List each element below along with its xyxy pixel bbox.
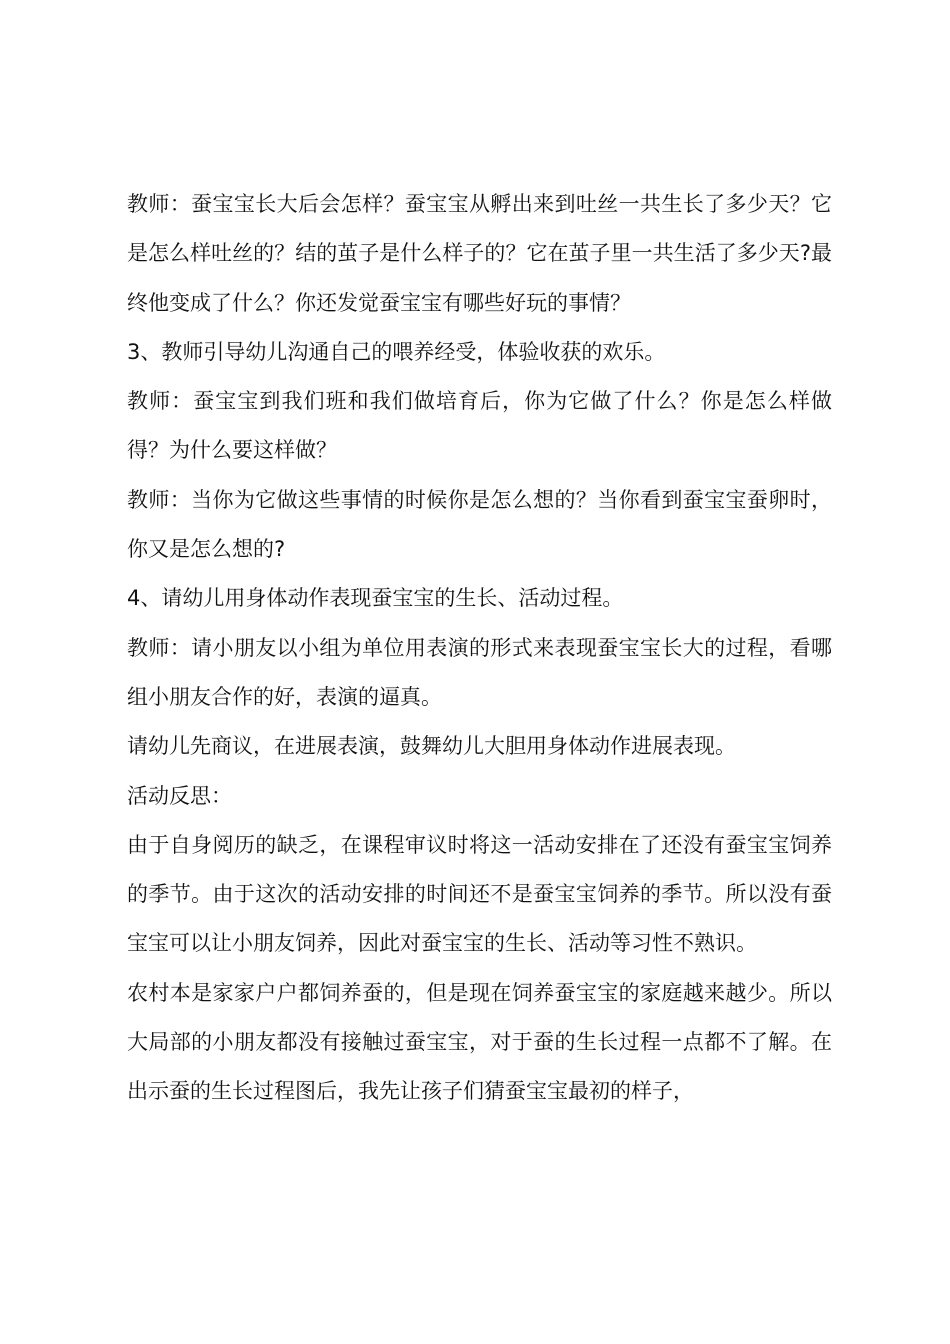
paragraph-teacher-questions-growth: 教师：蚕宝宝长大后会怎样？蚕宝宝从孵出来到吐丝一共生长了多少天？它是怎么样吐丝的？结的茧子是什么样子的？它在茧子里一共生活了多少天?最终他变成了什么？你还发觉蚕宝宝有哪些好玩的事情？ [127, 192, 832, 315]
document-body [127, 180, 832, 1117]
paragraph-discussion: 请幼儿先商议，在进展表演，鼓舞幼儿大胆用身体动作进展表现。 [127, 734, 736, 759]
paragraph-step-4: 4、请幼儿用身体动作表现蚕宝宝的生长、活动过程。 [127, 586, 624, 611]
paragraph-teacher-performance: 教师：请小朋友以小组为单位用表演的形式来表现蚕宝宝长大的过程，看哪组小朋友合作的好，表演的逼真。 [127, 635, 832, 709]
paragraph-teacher-questions-feelings: 教师：当你为它做这些事情的时候你是怎么想的？当你看到蚕宝宝蚕卵时，你又是怎么想的? [127, 487, 832, 562]
paragraph-reflection-1: 由于自身阅历的缺乏，在课程审议时将这一活动安排在了还没有蚕宝宝饲养的季节。由于这次的活动安排的时间还不是蚕宝宝饲养的季节。所以没有蚕宝宝可以让小朋友饲养，因此对蚕宝宝的生长、活动等习性不熟识。 [127, 832, 832, 956]
paragraph-reflection-2: 农村本是家家户户都饲养蚕的，但是现在饲养蚕宝宝的家庭越来越少。所以大局部的小朋友都没有接触过蚕宝宝，对于蚕的生长过程一点都不了解。在出示蚕的生长过程图后，我先让孩子们猜蚕宝宝最初的样子， [127, 980, 832, 1104]
paragraph-step-3: 3、教师引导幼儿沟通自己的喂养经受，体验收获的欢乐。 [127, 339, 666, 364]
section-heading-reflection: 活动反思： [127, 783, 232, 808]
paragraph-teacher-questions-care: 教师：蚕宝宝到我们班和我们做培育后，你为它做了什么？你是怎么样做得？为什么要这样做？ [127, 389, 832, 463]
